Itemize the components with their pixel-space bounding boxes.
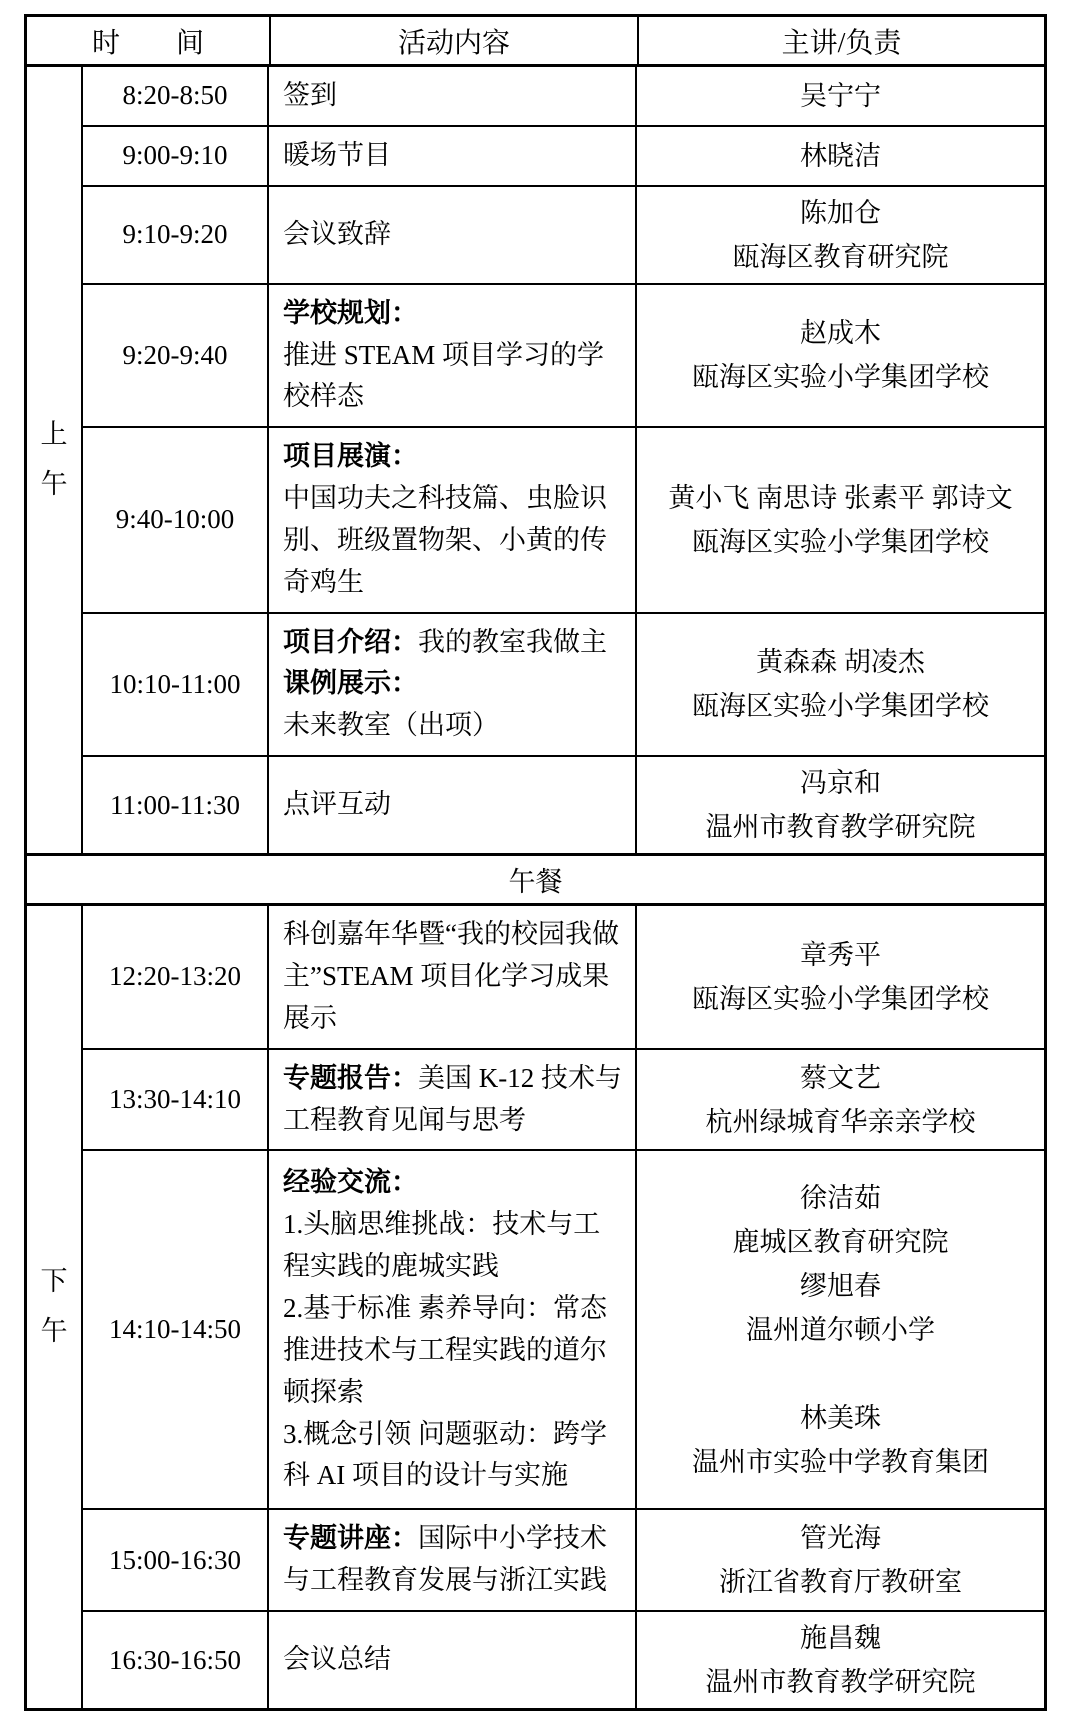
time-cell: 10:10-11:00	[83, 614, 269, 756]
time-cell: 11:00-11:30	[83, 757, 269, 853]
time-cell: 16:30-16:50	[83, 1612, 269, 1708]
speaker-name: 冯京和	[800, 768, 881, 799]
speaker-org: 瓯海区实验小学集团学校	[692, 526, 989, 557]
speaker-org: 温州市实验中学教育集团	[692, 1446, 989, 1477]
activity-label: 专题报告：	[283, 1062, 418, 1093]
activity-cell	[269, 1151, 637, 1508]
activity-line	[283, 293, 625, 335]
speaker-org: 温州市教育教学研究院	[705, 1667, 976, 1698]
activity-line	[283, 135, 625, 177]
speaker-name: 林美珠	[800, 1402, 881, 1433]
table-row	[83, 285, 1044, 429]
afternoon-section	[27, 906, 1044, 1708]
time-cell: 8:20-8:50	[83, 67, 269, 125]
activity-cell	[269, 187, 637, 283]
activity-label: 经验交流：	[283, 1167, 418, 1198]
morning-group-label: 上午	[40, 419, 68, 500]
morning-group-cell	[27, 67, 83, 853]
activity-cell	[269, 428, 637, 611]
afternoon-group-label: 下午	[40, 1266, 68, 1347]
table-row	[83, 1510, 1044, 1612]
table-row	[83, 614, 1044, 758]
time-cell: 12:20-13:20	[83, 906, 269, 1048]
activity-line	[283, 1204, 625, 1288]
header-activity: 活动内容	[271, 17, 639, 64]
speaker-cell	[637, 187, 1044, 283]
speaker-org: 瓯海区实验小学集团学校	[692, 691, 989, 722]
activity-line	[283, 75, 625, 117]
activity-text: 推进 STEAM 项目学习的学校样态	[283, 339, 605, 412]
activity-cell	[269, 127, 637, 185]
activity-label: 项目展演：	[283, 441, 418, 472]
activity-text: 未来教室（出项）	[283, 710, 499, 741]
speaker-name: 章秀平	[800, 939, 881, 970]
speaker-cell	[637, 1612, 1044, 1708]
table-row	[83, 1050, 1044, 1152]
speaker-cell	[637, 757, 1044, 853]
table-row	[83, 757, 1044, 853]
table-row	[83, 187, 1044, 285]
speaker-name: 陈加仓	[800, 197, 881, 228]
time-cell: 15:00-16:30	[83, 1510, 269, 1610]
speaker-org: 鹿城区教育研究院	[732, 1226, 949, 1257]
activity-cell	[269, 1612, 637, 1708]
activity-line	[283, 622, 625, 664]
activity-line	[283, 914, 625, 1040]
activity-text: 美国 K-12 技术与工程教育见闻与思考	[283, 1062, 622, 1135]
lunch-row	[27, 853, 1044, 906]
afternoon-rows	[83, 906, 1044, 1708]
activity-text: 科创嘉年华暨“我的校园我做主”STEAM 项目化学习成果展示	[283, 919, 619, 1033]
activity-cell	[269, 1050, 637, 1150]
activity-line	[283, 478, 625, 604]
activity-text: 我的教室我做主	[418, 626, 607, 657]
activity-cell	[269, 285, 637, 427]
morning-section	[27, 67, 1044, 853]
activity-line	[283, 1518, 625, 1602]
activity-label: 项目介绍：	[283, 626, 418, 657]
speaker-org: 浙江省教育厅教研室	[719, 1567, 962, 1598]
activity-cell	[269, 614, 637, 756]
activity-text: 点评互动	[283, 789, 391, 820]
speaker-org: 杭州绿城育华亲亲学校	[705, 1106, 976, 1137]
speaker-cell	[637, 906, 1044, 1048]
time-cell: 9:20-9:40	[83, 285, 269, 427]
activity-line	[283, 1288, 625, 1414]
activity-label: 专题讲座：	[283, 1523, 418, 1554]
table-row	[83, 67, 1044, 127]
speaker-cell	[637, 127, 1044, 185]
time-cell: 14:10-14:50	[83, 1151, 269, 1508]
lunch-label: 午餐	[508, 867, 563, 898]
header-time: 时 间	[27, 17, 271, 64]
activity-line	[283, 1058, 625, 1142]
morning-rows	[83, 67, 1044, 853]
activity-line	[283, 784, 625, 826]
speaker-cell	[637, 1151, 1044, 1508]
header-speaker: 主讲/负责	[781, 27, 902, 59]
speaker-cell	[637, 1510, 1044, 1610]
speaker-name: 吴宁宁	[800, 80, 881, 111]
table-row	[83, 906, 1044, 1050]
activity-label: 学校规划：	[283, 297, 418, 328]
activity-line	[283, 214, 625, 256]
speaker-cell	[637, 67, 1044, 125]
activity-text: 暖场节目	[283, 139, 391, 170]
activity-text: 会议总结	[283, 1644, 391, 1675]
activity-cell	[269, 1510, 637, 1610]
activity-line	[283, 1162, 625, 1204]
activity-line	[283, 335, 625, 419]
table-header-row	[27, 17, 1044, 67]
activity-line	[283, 1639, 625, 1681]
speaker-cell	[637, 428, 1044, 611]
speaker-name: 徐洁茹	[800, 1182, 881, 1213]
speaker-org: 瓯海区实验小学集团学校	[692, 983, 989, 1014]
table-row	[83, 1151, 1044, 1510]
speaker-org: 瓯海区教育研究院	[732, 241, 949, 272]
time-cell: 9:10-9:20	[83, 187, 269, 283]
afternoon-group-cell	[27, 906, 83, 1708]
activity-line	[283, 1414, 625, 1498]
table-row	[83, 127, 1044, 187]
speaker-cell	[637, 285, 1044, 427]
activity-text: 签到	[283, 80, 337, 110]
speaker-cell	[637, 1050, 1044, 1150]
speaker-org: 温州市教育教学研究院	[705, 812, 976, 843]
activity-line	[283, 663, 625, 747]
conference-agenda-table	[24, 14, 1047, 1711]
activity-label: 课例展示：	[283, 668, 418, 699]
activity-text: 中国功夫之科技篇、虫脸识别、班级置物架、小黄的传奇鸡生	[283, 483, 607, 597]
activity-text: 2.基于标准 素养导向：常态推进技术与工程实践的道尔顿探索	[283, 1293, 607, 1407]
speaker-name: 管光海	[800, 1523, 881, 1554]
speaker-org: 瓯海区实验小学集团学校	[692, 362, 989, 393]
activity-cell	[269, 906, 637, 1048]
activity-text: 会议致辞	[283, 218, 391, 249]
speaker-name: 林晓洁	[800, 140, 881, 171]
speaker-name: 黄小飞 南思诗 张素平 郭诗文	[668, 482, 1013, 513]
activity-line	[283, 436, 625, 478]
speaker-org: 温州道尔顿小学	[746, 1314, 935, 1345]
speaker-name: 施昌魏	[800, 1623, 881, 1654]
time-cell: 9:40-10:00	[83, 428, 269, 611]
time-cell: 13:30-14:10	[83, 1050, 269, 1150]
activity-text: 国际中小学技术与工程教育发展与浙江实践	[283, 1523, 607, 1596]
time-cell: 9:00-9:10	[83, 127, 269, 185]
speaker-cell	[637, 614, 1044, 756]
speaker-name: 赵成木	[800, 318, 881, 349]
activity-cell	[269, 67, 637, 125]
table-row	[83, 428, 1044, 613]
activity-text: 3.概念引领 问题驱动：跨学科 AI 项目的设计与实施	[283, 1418, 607, 1491]
table-row	[83, 1612, 1044, 1708]
speaker-name: 缪旭春	[800, 1270, 881, 1301]
speaker-name: 黄森森 胡凌杰	[756, 647, 925, 678]
activity-cell	[269, 757, 637, 853]
activity-text: 1.头脑思维挑战：技术与工程实践的鹿城实践	[283, 1209, 601, 1282]
speaker-name: 蔡文艺	[800, 1062, 881, 1093]
